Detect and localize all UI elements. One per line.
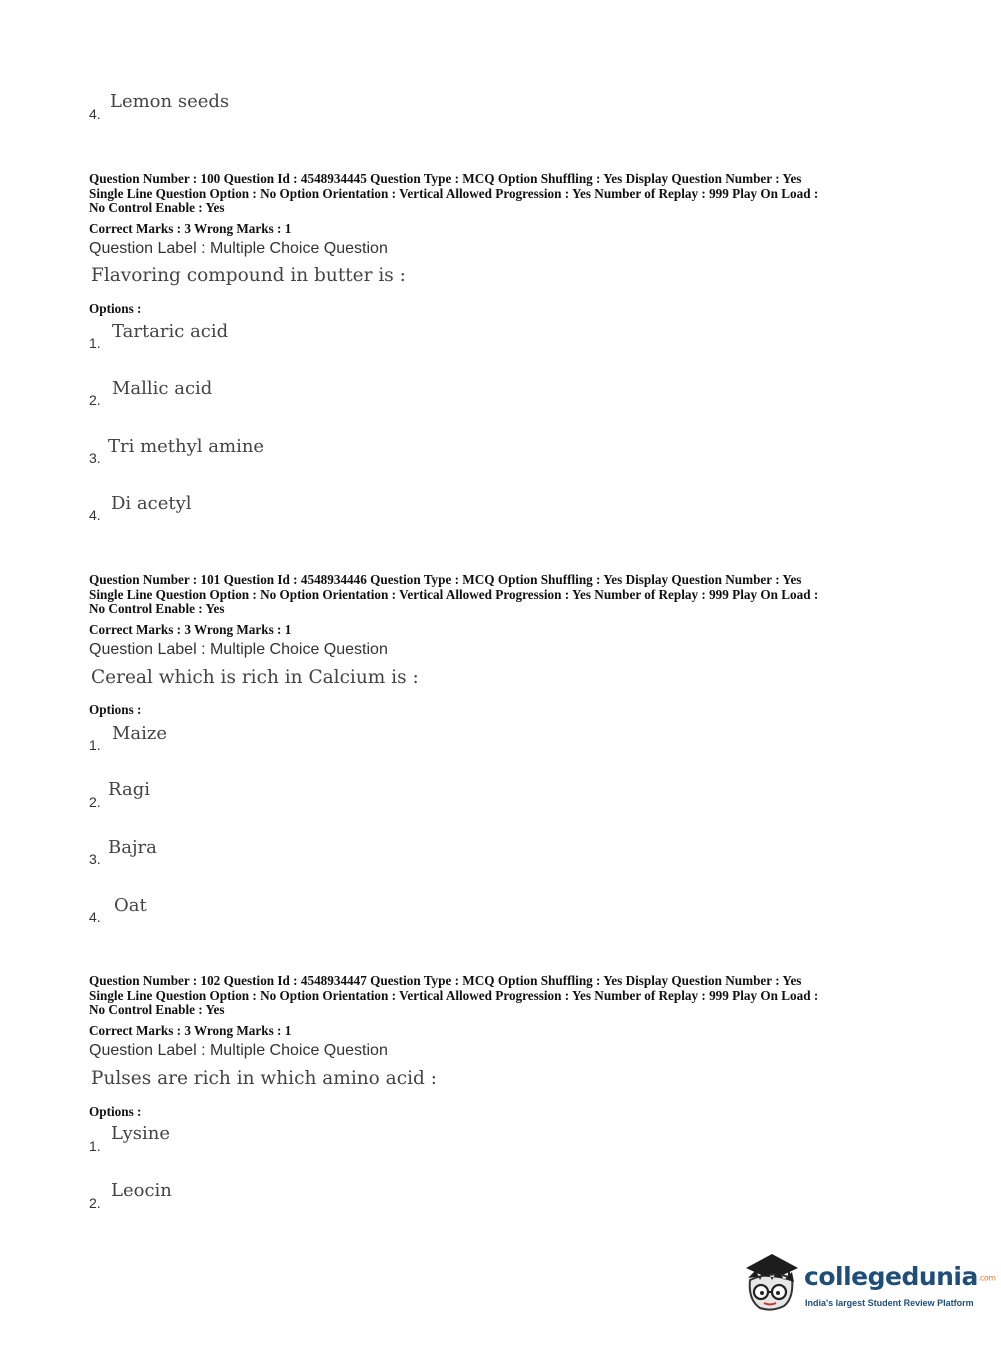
logo-wordmark: collegedunia.com <box>804 1262 996 1291</box>
question-meta: Question Number : 101 Question Id : 4548934446 Question Type : MCQ Option Shuffling : Yes Display Question Number : Yes Single Line Question Option : No Option Orientation : Vertical Allowed Progression : Yes Number of Replay : 999 Play On Load : No Control Enable : Yes <box>89 572 819 616</box>
options-label: Options : <box>89 301 142 316</box>
option-text: Lysine <box>111 1123 171 1144</box>
option-text: Lemon seeds <box>110 91 230 112</box>
option-number: 2. <box>89 392 101 408</box>
option-text: Maize <box>112 723 168 744</box>
option-text: Tartaric acid <box>112 321 229 342</box>
option-number: 4. <box>89 909 101 925</box>
option-text: Di acetyl <box>111 493 192 514</box>
graduate-mascot-icon <box>742 1250 802 1312</box>
question-text: Cereal which is rich in Calcium is : <box>91 667 419 688</box>
option-number: 3. <box>89 851 101 867</box>
option-number: 4. <box>89 507 101 523</box>
question-marks: Correct Marks : 3 Wrong Marks : 1 <box>89 221 292 236</box>
option-number: 3. <box>89 450 101 466</box>
option-text: Leocin <box>111 1180 172 1201</box>
question-label: Question Label : Multiple Choice Question <box>89 1042 388 1059</box>
option-number: 1. <box>89 335 101 351</box>
question-marks: Correct Marks : 3 Wrong Marks : 1 <box>89 1023 292 1038</box>
option-text: Tri methyl amine <box>108 436 265 457</box>
options-label: Options : <box>89 1104 142 1119</box>
question-text: Pulses are rich in which amino acid : <box>91 1068 437 1089</box>
option-number: 4. <box>89 106 101 122</box>
question-meta: Question Number : 100 Question Id : 4548934445 Question Type : MCQ Option Shuffling : Yes Display Question Number : Yes Single Line Question Option : No Option Orientation : Vertical Allowed Progression : Yes Number of Replay : 999 Play On Load : No Control Enable : Yes <box>89 171 819 215</box>
option-text: Bajra <box>108 837 157 858</box>
question-label: Question Label : Multiple Choice Question <box>89 641 388 658</box>
question-marks: Correct Marks : 3 Wrong Marks : 1 <box>89 622 292 637</box>
option-text: Ragi <box>108 779 150 800</box>
option-number: 2. <box>89 794 101 810</box>
question-meta: Question Number : 102 Question Id : 4548934447 Question Type : MCQ Option Shuffling : Yes Display Question Number : Yes Single Line Question Option : No Option Orientation : Vertical Allowed Progression : Yes Number of Replay : 999 Play On Load : No Control Enable : Yes <box>89 973 819 1017</box>
option-text: Mallic acid <box>112 378 213 399</box>
option-number: 2. <box>89 1195 101 1211</box>
option-number: 1. <box>89 737 101 753</box>
question-text: Flavoring compound in butter is : <box>91 265 406 286</box>
question-label: Question Label : Multiple Choice Question <box>89 240 388 257</box>
option-text: Oat <box>114 895 147 916</box>
option-number: 1. <box>89 1138 101 1154</box>
options-label: Options : <box>89 702 142 717</box>
logo-tagline: India's largest Student Review Platform <box>805 1298 974 1308</box>
